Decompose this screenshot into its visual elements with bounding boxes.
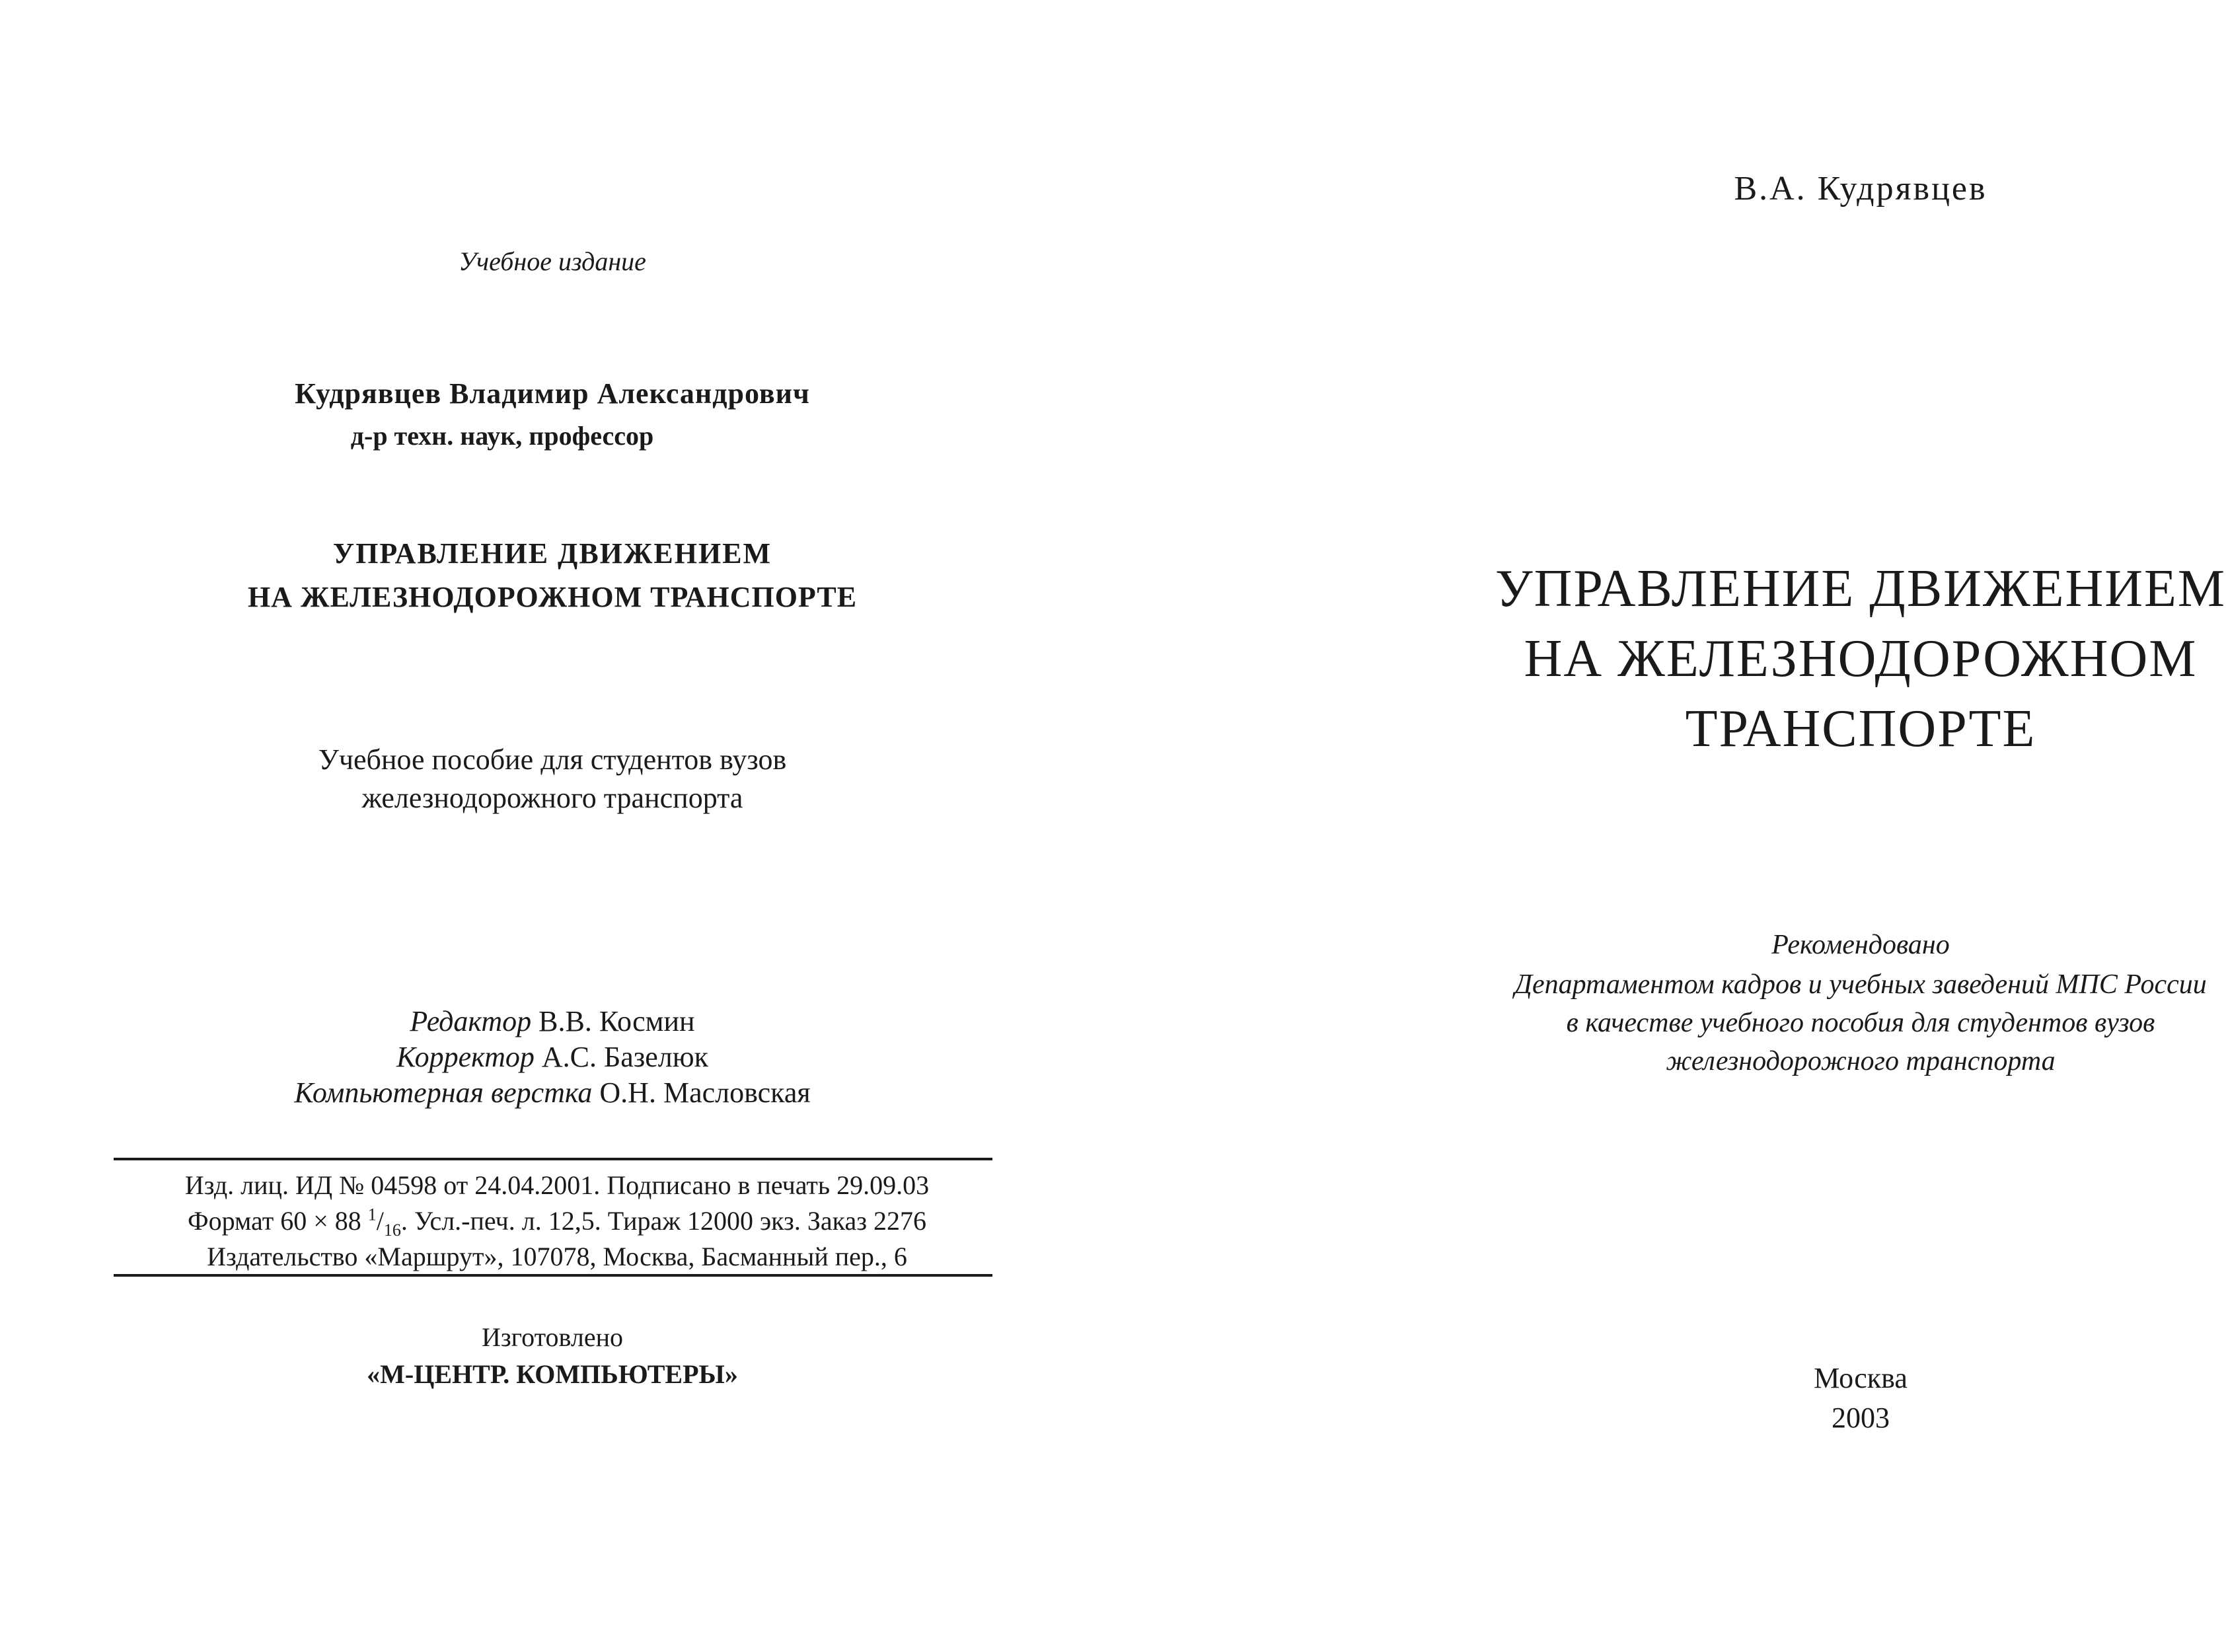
imprint-format: Формат 60 × 88 [188,1206,368,1236]
title-page-title-line-2: НА ЖЕЛЕЗНОДОРОЖНОМ [1524,630,2198,688]
imprint-bottom-rule [114,1274,992,1277]
made-by-name: «М-ЦЕНТР. КОМПЬЮТЕРЫ» [367,1359,738,1389]
credit-layout [294,1076,810,1109]
credit-name: А.С. Базелюк [541,1041,708,1073]
edition-type: Учебное издание [459,246,646,276]
recommendation-line-3: в качестве учебного пособия для студентов вузов [1566,1008,2155,1038]
credit-role: Корректор [396,1041,535,1073]
imprint-print-details: . Усл.-печ. л. 12,5. Тираж 12000 экз. Заказ 2276 [400,1206,926,1236]
subtitle-line-1: Учебное пособие для студентов вузов [318,743,787,776]
imprint-line-2: Формат 60 × 88 $^1/_{16}$. Усл.-печ. л. 12,5. Тираж 12000 экз. Заказ 2276 [188,1205,926,1240]
author-degree: д-р техн. наук, профессор [350,421,654,451]
credit-role: Редактор [410,1005,532,1037]
book-title-line-1: УПРАВЛЕНИЕ ДВИЖЕНИЕМ [332,537,772,570]
title-page-title-line-1: УПРАВЛЕНИЕ ДВИЖЕНИЕМ [1495,560,2226,618]
right-page [1069,0,2226,1652]
subtitle-line-2: железнодорожного транспорта [361,782,743,814]
credit-name: О.Н. Масловская [599,1076,811,1109]
credit-role: Компьютерная верстка [294,1076,593,1109]
imprint-line-1: Изд. лиц. ИД № 04598 от 24.04.2001. Подписано в печать 29.09.03 [184,1170,930,1200]
title-page-title-line-3: ТРАНСПОРТЕ [1685,700,2036,758]
recommendation-line-4: железнодорожного транспорта [1666,1046,2056,1076]
credit-name: В.В. Космин [538,1005,695,1037]
format-fraction-denominator: 16 [383,1220,401,1240]
title-page-author: В.А. Кудрявцев [1734,170,1987,207]
credit-editor [410,1004,694,1038]
publication-city: Москва [1814,1362,1908,1394]
credit-corrector [396,1040,708,1074]
book-title-line-2: НА ЖЕЛЕЗНОДОРОЖНОМ ТРАНСПОРТЕ [247,581,858,613]
recommendation-line-1: Рекомендовано [1771,930,1950,960]
imprint-line-3: Издательство «Маршрут», 107078, Москва, Басманный пер., 6 [207,1242,907,1271]
publication-year: 2003 [1832,1402,1890,1434]
recommendation-line-2: Департаментом кадров и учебных заведений МПС России [1514,969,2207,1000]
imprint-top-rule [114,1158,992,1160]
author-full-name: Кудрявцев Владимир Александрович [295,377,810,410]
left-page [0,0,1069,1652]
format-fraction-numerator: 1 [367,1205,377,1224]
made-by-label: Изготовлено [481,1322,624,1352]
